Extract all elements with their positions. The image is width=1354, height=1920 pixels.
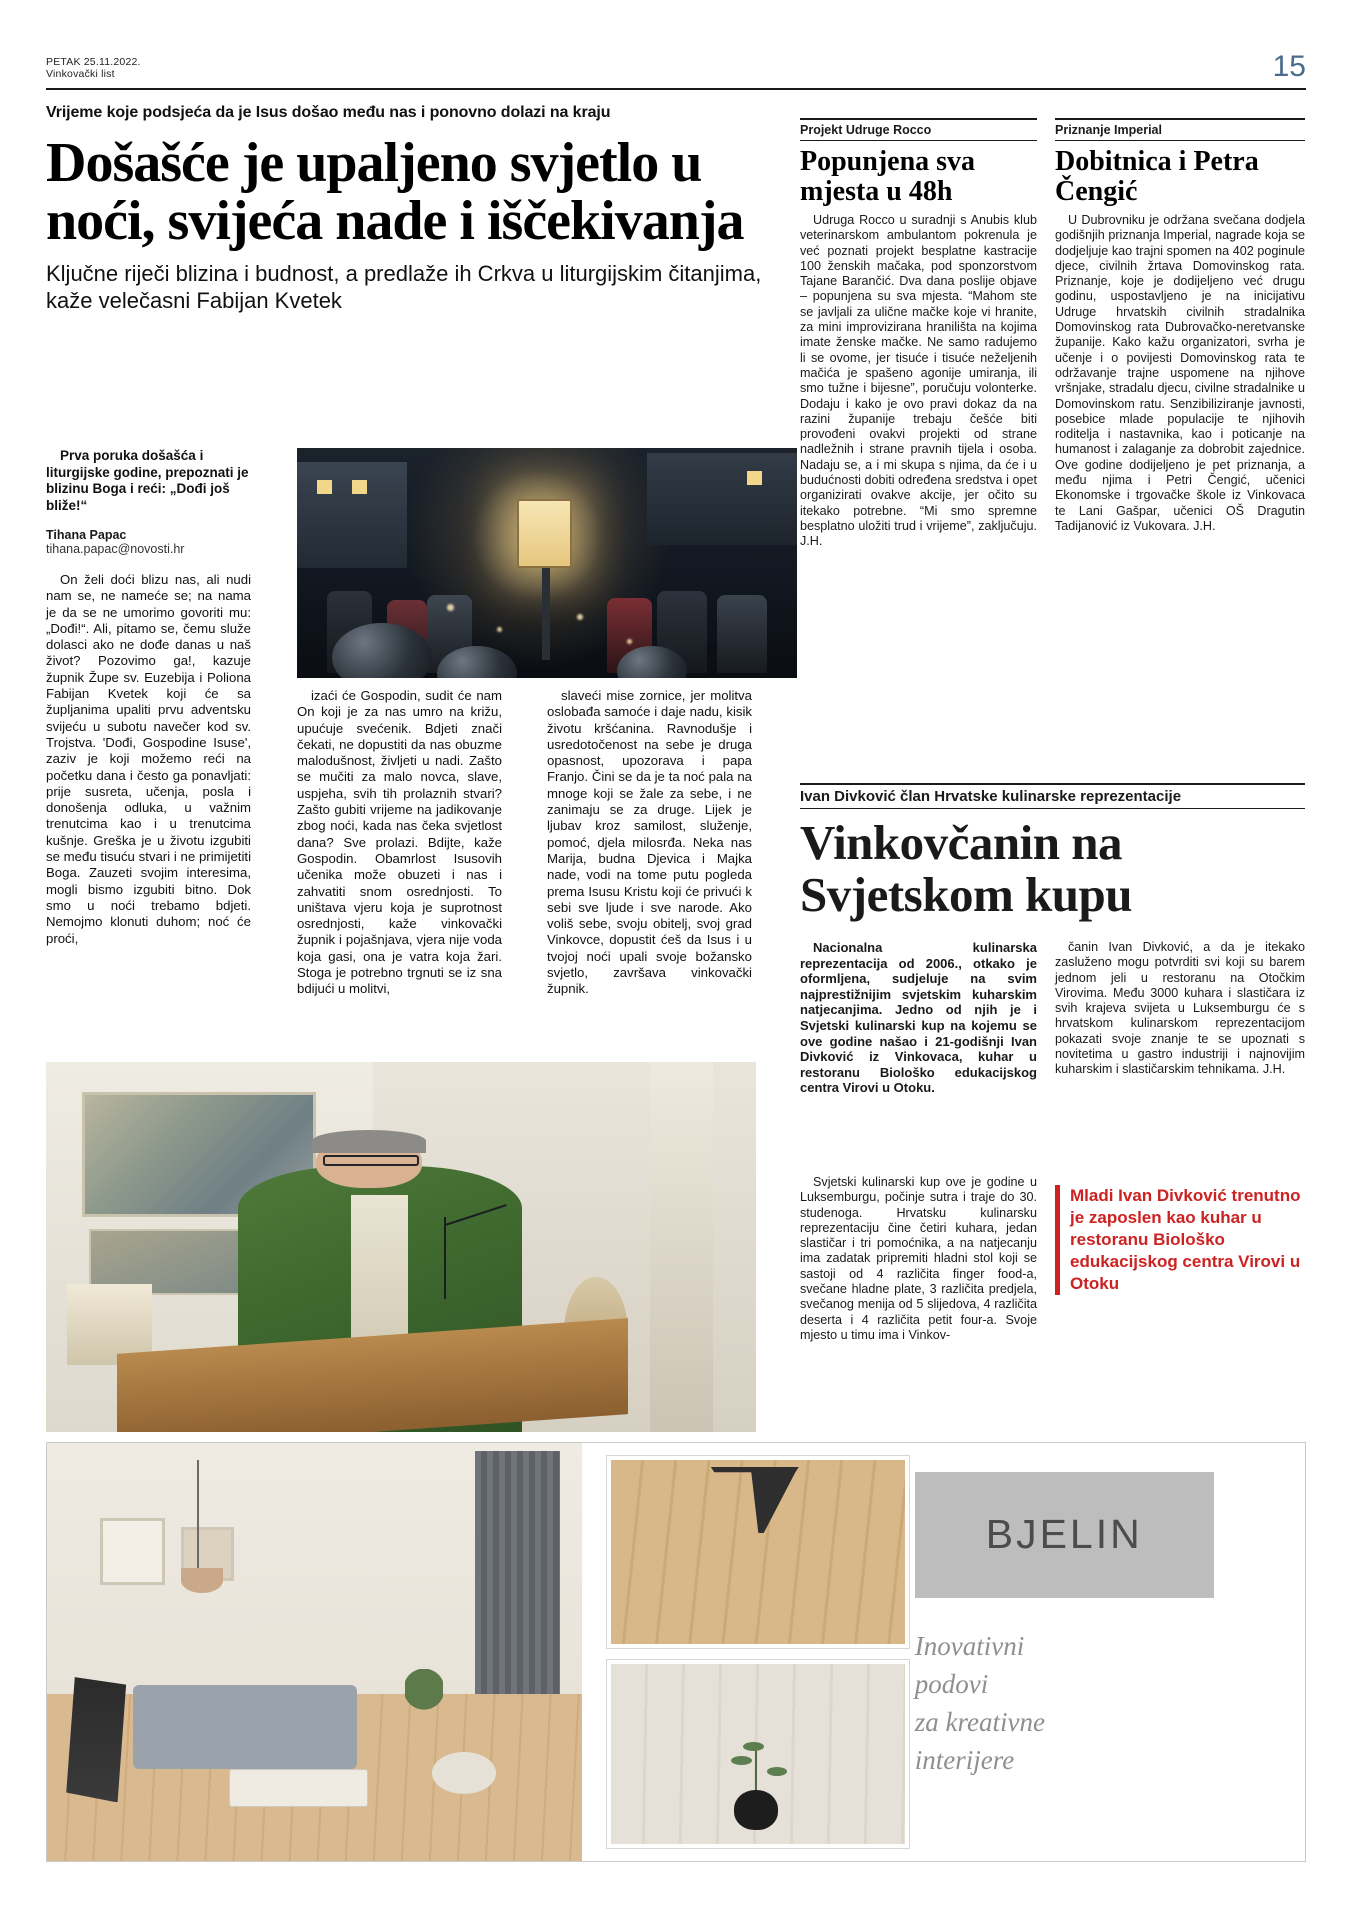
- lantern-light: [517, 499, 572, 568]
- bokeh-light: [577, 614, 583, 620]
- side-article-1-body: Udruga Rocco u suradnji s Anubis klub veterinarskom ambulantom pokrenula je već poznati projekt besplatne kastracije 100 ženskih mačaka, pod sponzorstvom Tajane Barančić. Dva dana poslije objave – popunjena su sva mjesta. “Mahom ste se javljali za ulične mačke koje vi hranite, za mini improvizirana hranilišta na kojima imate ženske mačke. Ne samo radujemo li se ovome, jer tisuće i tisuće neželjenih mačića je spašeno agonije umiranja, ili smo tužne i bijesne”, poručuju volonterke. Dodaju i kako je ovo pravi dokaz da na razini županije trebaju češće biti provođeni ovakvi projekti od strane nadležnih i strane pravnih tijela i osoba. Nadaju se, a i mi skupa s njima, da će i u budućnosti dobiti određena sredstva i opet organizirati ovakve akcije, jer očito su itekako potrebne. “Mi smo spremne besplatno uložiti trud i vrijeme”, zaključuju. J.H.: [800, 213, 1037, 549]
- main-article-column-3-wrap: [547, 688, 752, 998]
- plant-leaf: [743, 1742, 764, 1751]
- side-article-2-headline: Dobitnica i Petra Čengić: [1055, 146, 1259, 207]
- main-article-subhead: Ključne riječi blizina i budnost, a predlaže ih Crkva u liturgijskim čitanjima, kaže velečasni Fabijan Kvetek: [46, 261, 762, 313]
- main-article-column-2-wrap: [297, 688, 502, 998]
- main-article-lead: Prva poruka došašća i liturgijske godine, prepoznati je blizinu Boga i reći: „Dođi još bliže!“: [46, 448, 249, 513]
- feature-column-1: Svjetski kulinarski kup ove je godine u Luksemburgu, počinje sutra i traje do 30. studenoga. Hrvatsku kulinarsku reprezentaciju čine četiri kuhara, jedan slastičar i tri pomoćnika, a na natjecanju ima zadatak pripremiti hladni stol koji se sastoji od 4 različita finger food-a, svečane hladne plate, 3 različita predjela, svečanog menija od 5 slijedova, 4 različita deserta i 4 različita petit four-a. Svoje mjesto u timu ima i Vinkov-: [800, 1175, 1037, 1342]
- brand-logo: [915, 1472, 1214, 1597]
- ad-photo-floor-detail-oak: [607, 1456, 909, 1648]
- lantern-pole: [542, 568, 550, 660]
- feature-pullquote: Mladi Ivan Divković trenutno je zaposlen kao kuhar u restoranu Biološko edukacijskog centra Virovi u Otoku: [1055, 1185, 1305, 1295]
- masthead: [46, 50, 1306, 90]
- issue-date: PETAK 25.11.2022.: [46, 56, 141, 68]
- window-light: [317, 480, 332, 494]
- feature-headline: Vinkovčanin na Svjetskom kupu: [800, 815, 1133, 922]
- main-article-column-2: izaći će Gospodin, sudit će nam On koji je za nas umro na križu, upućuje svećenik. Bdjeti znači čekati, ne dopustiti da nas obuzme malodušnost, življeti u nadi. Zašto se mučiti za malo novca, slave, uspjeha, svih tih prolaznih stvari? Zašto gubiti vrijeme na jadikovanje zbog noći, kada nas čeka svjetlost dana? Sve prolazi. Bdijte, kaže Gospodin. Obamrlost Isusovih učenika može obuzeti i nas i zahvatiti snom osrednjosti. To uništava vjeru koja je suprotnost osrednjosti, kaže vinkovački župnik i pojašnjava, vjera nije voda koja gasi, ona je vatra koja žari. Stoga je potrebno trgnuti se iz sna bdijući u molitvi,: [297, 688, 502, 997]
- advertisement-bjelin[interactable]: [46, 1442, 1306, 1862]
- feature-column-1-wrap: [800, 1175, 1037, 1343]
- side-article-1-headline: Popunjena sva mjesta u 48h: [800, 146, 976, 207]
- ad-slogan-line: podovi: [914, 1668, 989, 1699]
- glasses-icon: [323, 1155, 419, 1166]
- main-article-kicker: Vrijeme koje podsjeća da je Isus došao među nas i ponovno dolazi na kraju: [46, 104, 611, 121]
- ad-slogan-line: interijere: [914, 1744, 1015, 1775]
- feature-column-2: čanin Ivan Divković, a da je itekako zasluženo mogu potvrditi svi koji su barem jednom jeli u restoranu na Otočkim Virovima. Među 3000 kuhara i slastičara iz svih krajeva svijeta u Luksemburgu će s hrvatskom kulinarskom reprezentacijom pokazati svoje znanje te se upoznati s novitetima u gastro industriji i najnovijim kuharskim i slastičarskim tehnikama. J.H.: [1055, 940, 1305, 1077]
- coffee-table: [229, 1769, 368, 1807]
- ad-photo-floor-detail-light: [607, 1660, 909, 1848]
- ad-slogan: [915, 1627, 1289, 1779]
- building-right: [647, 453, 797, 545]
- sofa: [133, 1685, 358, 1769]
- byline-author: Tihana Papac: [46, 528, 127, 542]
- feature-section: Ivan Divković član Hrvatske kulinarske reprezentacije: [800, 783, 1305, 809]
- ad-slogan-line: Inovativni: [914, 1630, 1025, 1661]
- main-article-column-3: slaveći mise zornice, jer molitva oslobađa samoće i daje nadu, kisik životu kršćanina. Ravnodušje i usredotočenost na sebe je druga opasnost, upozorava i papa Franjo. Čini se da je ta noć pala na mnoge koji se žale za sebe, i ne zanimaju se za druge. Lijek je ljubav kroz samilost, služenje, pomoć, djela milosrđa. Neka nas Marija, budna Djevica i Majka nade, vodi na tome putu pogleda prema Isusu Kristu koji će privući k sebi sve ljude i sve narode. Ako voliš sebe, svoju obitelj, svoj grad Vinkovce, dopustit ćeš da Isus i u tvojoj noći upali svoje božansko svjetlo, završava vinkovački župnik.: [547, 688, 752, 997]
- side-article-2-body: U Dubrovniku je održana svečana dodjela godišnjih priznanja Imperial, nagrade koja se dodjeljuje kao trajni spomen na 402 poginule djece, civilnih žrtava Domovinskog rata. Priznanje, koje je dodijeljeno već drugu godinu, uspostavljeno je na inicijativu Udruge hrvatskih civilnih stradalnika Domovinskog rata Dubrovačko-neretvanske županije. Kako kažu organizatori, svrha je učenje i o povijesti Domovinskog rata te održavanje trajne uspomene na njihove vršnjake, stradalu djecu, civilne stradalnike u Domovinskom ratu. Senzibiliziranje javnosti, posebice mlade populacije te njihovih roditelja i nastavnika, kao i poticanje na humanost i zalaganje za dobrobit zajednice. Ove godine dodijeljeno je pet priznanja, a među njima i Petri Čengić, učenici Ekonomske i trgovačke škole iz Vinkovaca te Lani Gašpar, učenici OŠ Dragutin Tadijanović iz Vukovara. J.H.: [1055, 213, 1305, 533]
- brand-logo-text: BJELIN: [985, 1511, 1143, 1558]
- bokeh-light: [627, 639, 632, 644]
- framed-picture: [100, 1518, 164, 1585]
- plant-leaf: [731, 1756, 752, 1765]
- window-light: [352, 480, 367, 494]
- microphone-stand: [444, 1217, 446, 1298]
- ad-slogan-line: za kreativne: [914, 1706, 1045, 1737]
- ad-photo-living-room: [47, 1443, 582, 1861]
- main-article-headline: Došašće je upaljeno svjetlo u noći, svijeća nade i iščekivanja: [46, 132, 744, 252]
- main-article: [46, 104, 796, 314]
- vase: [734, 1790, 778, 1830]
- window-light: [747, 471, 762, 485]
- stool-leg: [711, 1467, 799, 1533]
- pendant-lamp-cord: [197, 1460, 199, 1577]
- photo-advent-candle-lighting: [297, 448, 797, 678]
- plant-icon: [405, 1669, 442, 1736]
- side-article-2-section: Priznanje Imperial: [1055, 118, 1305, 141]
- feature-article: [800, 783, 1305, 929]
- page-number: 15: [1272, 50, 1306, 83]
- side-article-1-section: Projekt Udruge Rocco: [800, 118, 1037, 141]
- main-article-lead-column: [46, 448, 251, 947]
- priest-hair: [312, 1130, 426, 1152]
- ad-brand-panel: [890, 1443, 1305, 1861]
- pouf: [432, 1752, 496, 1794]
- main-article-column-1: On želi doći blizu nas, ali nudi nam se, ne nameće se; na nama je da se ne umorimo govoriti mu: „Dođi!“. Ali, pitamo se, čemu služe dolasci ako ne dođe danas u naš život? Pozovimo ga!, kazuje župnik Župe sv. Euzebija i Poliona Fabijan Kvetek koji će sa župljanima upaliti prvu adventsku svijeću u subotu navečer kod sv. Trojstva. 'Dođi, Gospodine Isuse', zaziv je koji možemo reći na početku dana i često ga ponavljati: prije susreta, učenja, posla i donošenja odluka, u važnim trenutcima kao i u trenutcima kušnje. Greška je u životu izgubiti se među tisuću stvari i ne primijetiti Boga. Zauzeti svojim interesima, mogli bismo izgubiti bitno. Dok smo u noći trebamo bdjeti. Nemojmo klonuti duhom; noć će proći,: [46, 572, 251, 946]
- side-article-2: [1055, 118, 1305, 534]
- byline-email[interactable]: tihana.papac@novosti.hr: [46, 542, 185, 556]
- feature-lead-wrap: [800, 940, 1037, 1096]
- person-silhouette: [717, 595, 767, 673]
- church-pillar: [650, 1062, 714, 1432]
- side-article-1: [800, 118, 1037, 550]
- photo-priest-at-ambo: [46, 1062, 756, 1432]
- feature-lead: Nacionalna kulinarska reprezentacija od 2006., otkako je oformljena, sudjeluje na svim najprestižnijim svjetskim kuharskim natjecanjima. Jedno od njih je i Svjetski kulinarski kup na kojemu se ove godine našao i 21-godišnji Ivan Divković iz Vinkovaca, kuhar u restoranu Biološko edukacijskog centra Virovi u Otoku.: [800, 940, 1037, 1096]
- feature-column-2-wrap: [1055, 940, 1305, 1078]
- building-left: [297, 462, 407, 568]
- publication-name: Vinkovački list: [46, 68, 115, 80]
- plant-leaf: [767, 1767, 788, 1776]
- plant-stem: [755, 1747, 757, 1794]
